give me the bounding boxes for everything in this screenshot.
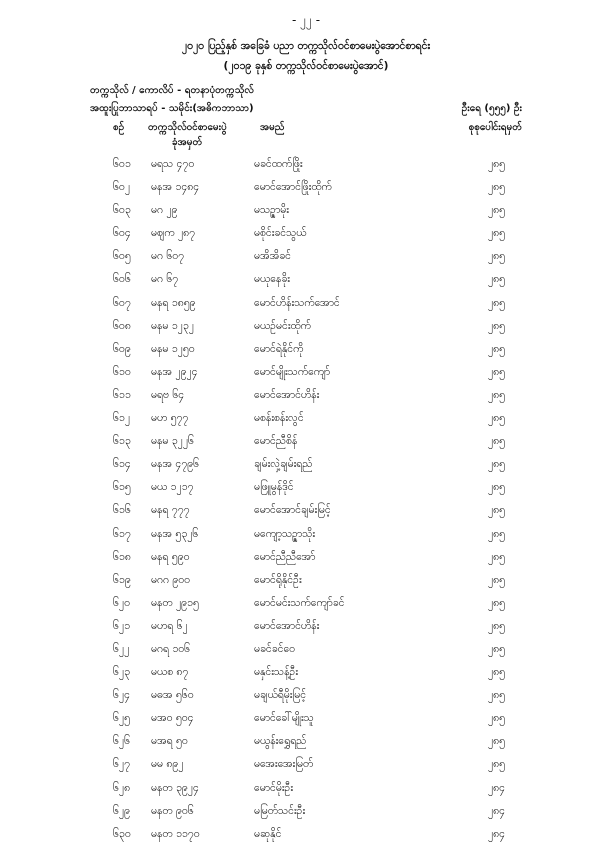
student-name: မောင်မျိုးသက်ကျော် [254, 365, 331, 378]
row-number: ၆၀၁ [113, 158, 131, 170]
table-row [0, 504, 612, 527]
row-number: ၆၂၅ [113, 712, 130, 725]
student-name: မယွန်းရွှေရည် [254, 735, 307, 748]
row-number: ၆၂၀ [113, 596, 130, 609]
student-name: မသဉ္ဇာမိုး [254, 204, 289, 217]
total-marks: ၂၈၅ [487, 319, 505, 332]
roll-number: မနတ ၂၉၁၅ [151, 596, 199, 609]
roll-number: မနအ ၁၄၈၄ [151, 181, 200, 194]
total-marks: ၂၈၅ [487, 735, 505, 748]
row-number: ၆၁၆ [113, 504, 131, 517]
roll-number: မဂ ၂၉ [151, 204, 178, 217]
student-name: မောင်ဟိန်းသက်အောင် [254, 296, 340, 309]
student-name: မစန်းစန်းလွင် [254, 412, 304, 425]
roll-number: မယ ၁၂၁၇ [151, 481, 194, 494]
roll-number: မဂ ၆၀၇ [151, 250, 185, 263]
table-row [0, 735, 612, 758]
student-name: မောင်အောင်ဖြိုးထိုက် [254, 181, 332, 194]
column-header-roll-line2: ခုံအမှတ် [172, 137, 203, 148]
student-name: မနှင်းသန့်ဦး [254, 666, 298, 679]
row-number: ၆၀၄ [113, 227, 131, 240]
total-marks: ၂၈၅ [487, 204, 505, 217]
document-subtitle: (၂၀၁၉ ခုနှစ် တက္ကသိုလ်ဝင်စာမေးပွဲအောင်) [223, 60, 389, 72]
table-row [0, 250, 612, 273]
page-number: - ၂၂ - [291, 13, 321, 27]
total-marks: ၂၈၅ [487, 758, 505, 771]
roll-number: မနတ ၃၉၂၄ [151, 781, 199, 794]
roll-number: မဂ ၆၇ [151, 273, 179, 286]
row-number: ၆၁၅ [113, 481, 131, 494]
total-marks: ၂၈၅ [487, 666, 505, 679]
table-row [0, 551, 612, 574]
row-number: ၆၁၀ [113, 365, 131, 378]
student-name: မောင်ခေါ်မျိုးသူ [254, 712, 314, 725]
total-marks: ၂၈၅ [487, 388, 505, 401]
row-number: ၆၀၈ [113, 319, 131, 332]
student-name: မစိုင်းခင်သွယ် [254, 227, 307, 240]
table-row [0, 435, 612, 458]
row-number: ၆၁၉ [113, 573, 131, 586]
total-marks: ၂၈၅ [487, 342, 505, 355]
row-number: ၆၂၂ [113, 642, 130, 655]
roll-number: မမ ၈၉၂ [151, 758, 184, 771]
roll-number: မနမ ၁၂၃၂ [151, 319, 194, 332]
total-marks: ၂၈၅ [487, 273, 505, 286]
student-name: မောင်အောင်ချမ်းမြင့် [254, 504, 331, 517]
column-header-roll-line1: တက္ကသိုလ်ဝင်စာမေးပွဲ [148, 122, 227, 133]
roll-number: မနတ ၉၀၆ [151, 804, 194, 817]
roll-number: မယစ ၈၇ [151, 666, 189, 679]
table-row [0, 204, 612, 227]
total-marks: ၂၈၅ [487, 250, 505, 263]
total-marks: ၂၈၅ [487, 481, 505, 494]
table-row [0, 181, 612, 204]
row-number: ၆၁၁ [113, 388, 131, 401]
student-name: မအိအိခင် [254, 250, 292, 263]
total-marks: ၂၈၅ [487, 504, 505, 517]
row-number: ၆၀၃ [113, 204, 131, 217]
table-row [0, 805, 612, 828]
roll-number: မရဗ ၆၄ [151, 388, 185, 401]
total-marks: ၂၈၅ [487, 435, 505, 448]
student-name: မောင်ရိုနိုင်ဦး [254, 573, 302, 586]
table-row [0, 574, 612, 597]
total-marks: ၂၈၅ [487, 227, 505, 240]
total-marks: ၂၈၅ [487, 550, 505, 563]
table-row [0, 273, 612, 296]
student-name: မယုနေခိုး [254, 273, 290, 286]
table-row [0, 758, 612, 781]
table-row [0, 343, 612, 366]
table-row [0, 366, 612, 389]
row-number: ၆၀၆ [113, 273, 131, 286]
roll-number: မနအ ၅၃၂၆ [151, 527, 199, 540]
roll-number: မရသ ၄၇၀ [151, 158, 195, 170]
table-row [0, 412, 612, 435]
row-number: ၆၀၉ [113, 342, 131, 355]
table-row [0, 158, 612, 181]
roll-number: မနတ ၁၁၇၀ [151, 827, 200, 840]
row-number: ၆၁၇ [113, 527, 131, 540]
row-number: ၆၀၇ [113, 296, 131, 309]
student-name: မကျော့သဉ္ဇာသိုး [254, 527, 316, 540]
table-row [0, 620, 612, 643]
roll-number: မအဝ ၅၀၄ [151, 712, 194, 725]
row-number: ၆၁၈ [113, 550, 131, 563]
table-row [0, 597, 612, 620]
table-row [0, 481, 612, 504]
total-marks: ၂၈၅ [487, 181, 505, 194]
student-name: မောင်မိုးဦး [254, 781, 293, 794]
row-number: ၆၂၇ [113, 758, 130, 771]
column-header-no: စဉ် [113, 122, 125, 133]
table-row [0, 643, 612, 666]
student-name: မောင်အောင်ဟိန်း [254, 388, 320, 401]
roll-number: မဂရ ၁၀၆ [151, 642, 191, 655]
total-marks: ၂၈၅ [487, 296, 505, 309]
total-marks: ၂၈၅ [487, 573, 505, 586]
total-marks: ၂၈၅ [487, 365, 505, 378]
row-number: ၆၁၃ [113, 435, 131, 448]
roll-number: မနရ ၅၉၀ [151, 550, 190, 563]
roll-number: မနမ ၃၂၂၆ [151, 435, 194, 448]
table-row [0, 712, 612, 735]
total-marks: ၂၈၅ [487, 619, 505, 632]
roll-number: မနအ ၂၉၂၄ [151, 365, 198, 378]
roll-number: မဂဂ ၉၀၀ [151, 573, 191, 586]
student-name: မဖြူမွန်ဒိုင် [254, 481, 294, 494]
total-marks: ၂၈၅ [487, 689, 505, 702]
total-count: ဦးရေ (၅၅၅) ဦး [461, 103, 522, 114]
row-number: ၆၂၄ [113, 689, 130, 702]
column-header-roll [148, 120, 248, 150]
row-number: ၆၂၁ [113, 619, 130, 632]
major-line: အထူးပြုဘာသာရပ် - သမိုင်း(အဓိကဘာသာ) [90, 103, 254, 114]
total-marks: ၂၈၄ [487, 781, 505, 794]
roll-number: မဈက ၂၈၇ [151, 227, 196, 240]
row-number: ၆၀၅ [113, 250, 131, 263]
row-number: ၆၁၂ [113, 412, 130, 425]
total-marks: ၂၈၅ [487, 642, 505, 655]
student-name: မောင်မင်းသက်ကျော်ခင် [254, 596, 345, 609]
university-line: တက္ကသိုလ် / ကောလိပ် - ရတနာပုံတက္ကသိုလ် [90, 85, 254, 96]
row-number: ၆၂၉ [113, 804, 130, 817]
row-number: ၆၂၃ [113, 666, 130, 679]
student-name: မောင်ညီစိန် [254, 435, 298, 448]
total-marks: ၂၈၅ [487, 458, 505, 471]
table-row [0, 782, 612, 805]
student-name: မဆုနိုင် [254, 827, 282, 840]
table-row [0, 389, 612, 412]
total-marks: ၂၈၅ [487, 527, 505, 540]
row-number: ၆၁၄ [113, 458, 131, 471]
total-marks: ၂၈၄ [487, 827, 505, 840]
row-number: ၆၂၈ [113, 781, 131, 794]
roll-number: မနရ ၁၈၅၉ [151, 296, 196, 309]
student-name: မယဉ်မင်းထိုက် [254, 319, 311, 332]
document-title: ၂၀၂၀ ပြည့်နှစ် အခြေခံ ပညာ တက္ကသိုလ်ဝင်စာမေးပွဲအောင်စာရင်း [181, 40, 431, 52]
table-row [0, 297, 612, 320]
table-row [0, 320, 612, 343]
column-header-marks: စုစုပေါင်းရမှတ် [468, 122, 522, 133]
roll-number: မနမ ၁၂၅၀ [151, 342, 195, 355]
table-row [0, 666, 612, 689]
roll-number: မနအ ၄၇၉၆ [151, 458, 200, 471]
student-name: မအေးအေးမြတ် [254, 758, 314, 771]
row-number: ၆၀၂ [113, 181, 130, 194]
roll-number: မအရ ၅၀ [151, 735, 188, 748]
student-name: မမြတ်သင်းဦး [254, 804, 306, 817]
total-marks: ၂၈၅ [487, 712, 505, 725]
table-row [0, 828, 612, 851]
total-marks: ၂၈၄ [487, 804, 505, 817]
total-marks: ၂၈၅ [487, 158, 505, 170]
table-row [0, 227, 612, 250]
total-marks: ၂၈၅ [487, 596, 505, 609]
student-name: မောင်ညီညီအော် [254, 550, 316, 563]
student-name: မခင်ထက်ဖြိုး [254, 158, 303, 170]
table-row [0, 689, 612, 712]
student-name: မောင်ရဲနိုင်ကို [254, 342, 304, 355]
table-row [0, 458, 612, 481]
total-marks: ၂၈၅ [487, 412, 505, 425]
row-number: ၆၂၆ [113, 735, 130, 748]
student-name: မောင်အောင်ဟိန်း [254, 619, 320, 632]
roll-number: မဟရ ၆၂ [151, 619, 188, 632]
results-table [0, 158, 612, 851]
table-row [0, 528, 612, 551]
student-name: မချယ်ရီမိုးမြင့် [254, 689, 307, 702]
column-header-name: အမည် [260, 122, 285, 133]
roll-number: မနရ ၇၇၇ [151, 504, 190, 517]
student-name: ချမ်းလှဲ့ချမ်းရည် [254, 458, 313, 471]
row-number: ၆၃၀ [113, 827, 131, 840]
roll-number: မဓအ ၅၆၀ [151, 689, 194, 702]
roll-number: မဟ ၅၇၇ [151, 412, 189, 425]
student-name: မခင်ခင်ဝေ [254, 642, 296, 655]
